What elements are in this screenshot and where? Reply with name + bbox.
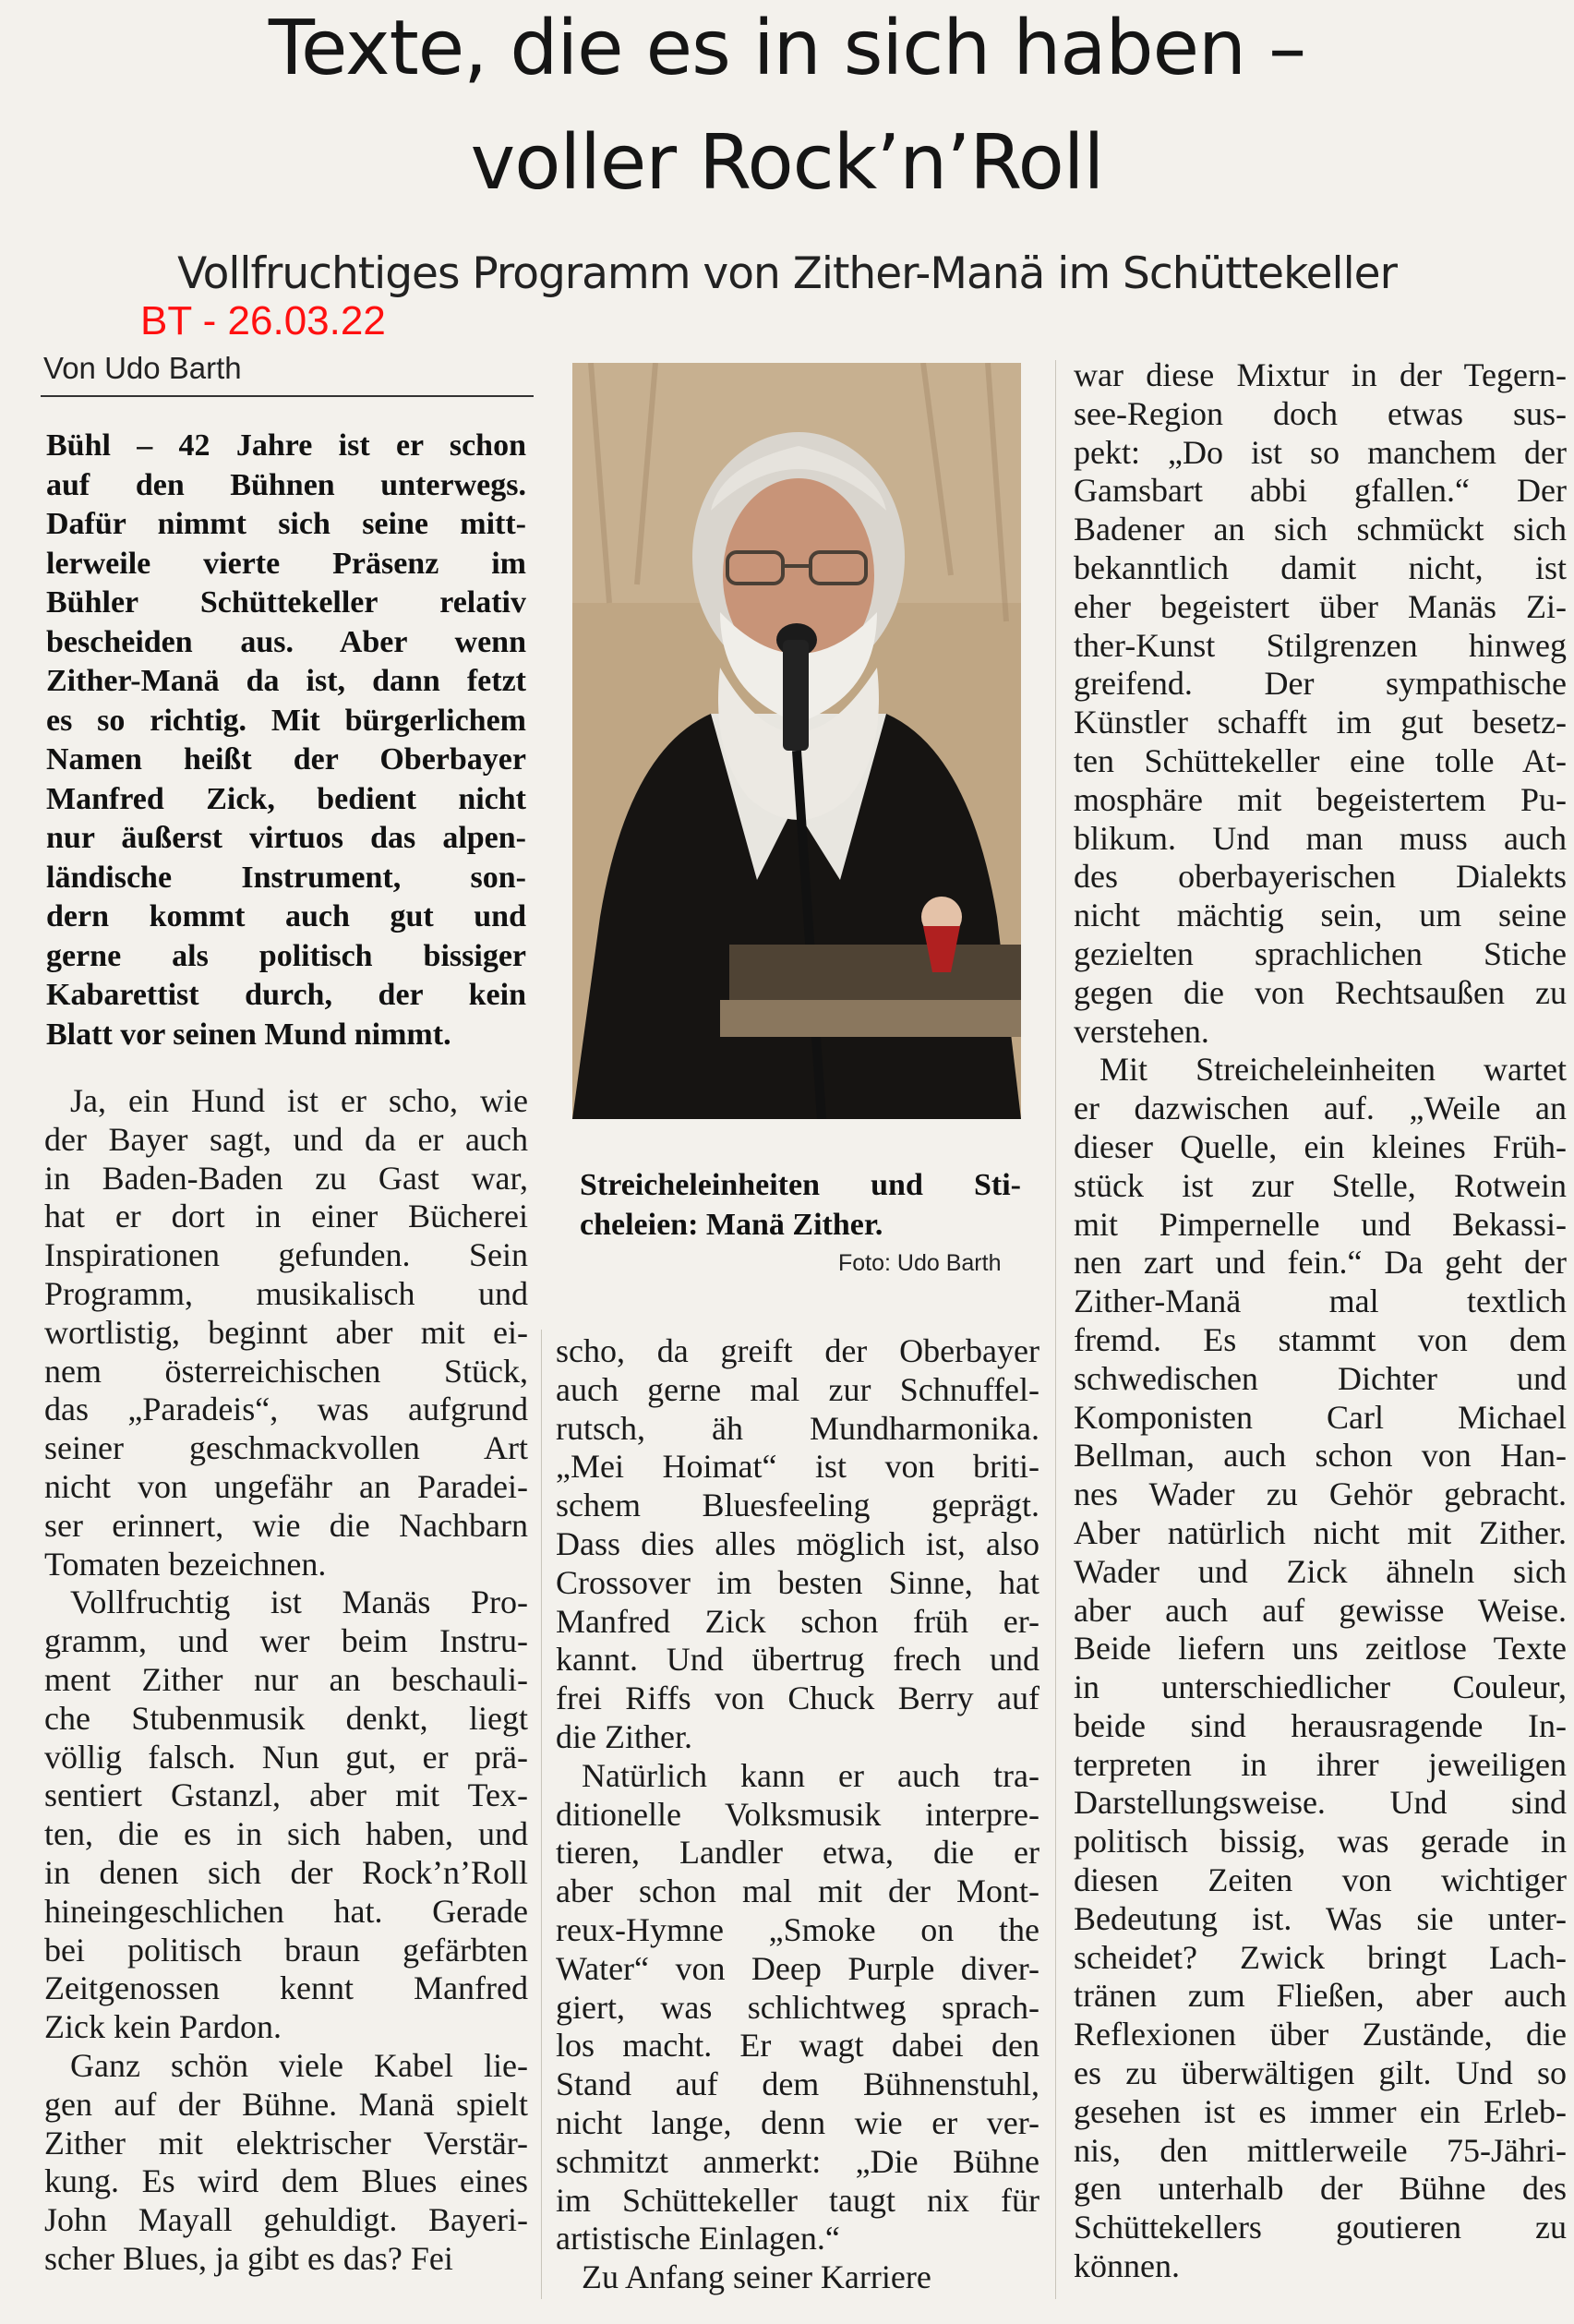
text-line: auch gerne mal zur Schnuffel- xyxy=(556,1370,1039,1408)
text-line: Kabarettist durch, der kein xyxy=(46,978,526,1012)
text-line: Bühl – 42 Jahre ist er schon xyxy=(46,428,526,463)
text-line: kannt. Und übertrug frech und xyxy=(556,1641,1039,1679)
text-line: Namen heißt der Oberbayer xyxy=(46,742,526,777)
text-line: nem österreichischen Stück, xyxy=(44,1352,528,1390)
lead-paragraph xyxy=(46,427,526,1054)
body-column-1 xyxy=(44,1082,528,2279)
text-line: dieser Quelle, ein kleines Früh- xyxy=(1074,1127,1567,1165)
text-line: war diese Mixtur in der Tegern- xyxy=(1074,356,1567,393)
text-line: bekanntlich damit nicht, ist xyxy=(1074,548,1567,586)
text-line: Manfred Zick, bedient nicht xyxy=(46,781,526,816)
byline-rule xyxy=(41,395,534,397)
text-line: tieren, Landler etwa, die er xyxy=(556,1834,1039,1872)
text-line: ment Zither nur an beschauli- xyxy=(44,1660,528,1698)
text-line: in Baden-Baden zu Gast war, xyxy=(44,1159,528,1197)
text-line: Komponisten Carl Michael xyxy=(1074,1398,1567,1436)
text-line: gramm, und wer beim Instru- xyxy=(44,1622,528,1660)
text-line: sentiert Gstanzl, aber mit Tex- xyxy=(44,1776,528,1814)
text-line: Zither-Manä da ist, dann fetzt xyxy=(46,664,526,698)
text-line: Badener an sich schmückt sich xyxy=(1074,511,1567,548)
text-line: Künstler schafft im gut besetz- xyxy=(1074,704,1567,741)
text-line: Dafür nimmt sich seine mitt- xyxy=(46,507,526,541)
text-line: Natürlich kann er auch tra- xyxy=(582,1756,1039,1794)
text-line: reux-Hymne „Smoke on the xyxy=(556,1910,1039,1948)
text-line: schmitzt anmerkt: „Die Bühne xyxy=(556,2142,1039,2180)
text-line: scheidet? Zwick bringt Lach- xyxy=(1074,1938,1567,1976)
text-line: hineingeschlichen hat. Gerade xyxy=(44,1892,528,1930)
headline-line-2: voller Rock’n’Roll xyxy=(470,119,1104,207)
text-line: artistische Einlagen.“ xyxy=(556,2220,840,2258)
text-line: terpreten in ihrer jeweiligen xyxy=(1074,1745,1567,1783)
text-line: in denen sich der Rock’n’Roll xyxy=(44,1853,528,1891)
text-line: gen unterhalb der Bühne des xyxy=(1074,2170,1567,2208)
text-line: können. xyxy=(1074,2247,1180,2285)
text-line: kung. Es wird dem Blues eines xyxy=(44,2162,528,2200)
text-line: mit Pimpernelle und Bekassi- xyxy=(1074,1205,1567,1243)
text-line: lerweile vierte Präsenz im xyxy=(46,546,526,581)
text-line: Zither mit elektrischer Verstär- xyxy=(44,2124,528,2161)
body-column-3 xyxy=(1074,356,1567,2286)
text-line: Stand auf dem Bühnenstuhl, xyxy=(556,2065,1039,2103)
text-line: politisch bissig, was gerade in xyxy=(1074,1823,1567,1860)
text-line: cheleien: Manä Zither. xyxy=(580,1208,883,1242)
text-line: nicht lange, denn wie er ver- xyxy=(556,2103,1039,2141)
text-line: Ganz schön viele Kabel lie- xyxy=(70,2046,528,2084)
text-line: auf den Bühnen unterwegs. xyxy=(46,467,526,502)
text-line: gen auf der Bühne. Manä spielt xyxy=(44,2085,528,2123)
text-line: greifend. Der sympathische xyxy=(1074,665,1567,703)
performer-illustration xyxy=(572,363,1021,1119)
text-line: scher Blues, ja gibt es das? Fei xyxy=(44,2239,453,2277)
text-line: bescheiden aus. Aber wenn xyxy=(46,624,526,659)
text-line: nicht mächtig sein, um seine xyxy=(1074,897,1567,934)
text-line: Streicheleinheiten und Sti- xyxy=(580,1168,1021,1202)
text-line: ditionelle Volksmusik interpre- xyxy=(556,1795,1039,1833)
photo-caption xyxy=(580,1165,1021,1245)
column-divider xyxy=(541,1330,542,2299)
text-line: Inspirationen gefunden. Sein xyxy=(44,1236,528,1274)
text-line: ther-Kunst Stilgrenzen hinweg xyxy=(1074,626,1567,664)
text-line: bei politisch braun gefärbten xyxy=(44,1931,528,1969)
date-stamp: BT - 26.03.22 xyxy=(140,298,386,343)
photo-performer xyxy=(572,363,1021,1119)
text-line: Zick kein Pardon. xyxy=(44,2008,282,2046)
text-line: des oberbayerischen Dialekts xyxy=(1074,858,1567,896)
text-line: ten, die es in sich haben, und xyxy=(44,1815,528,1853)
text-line: „Mei Hoimat“ ist von briti- xyxy=(556,1448,1039,1486)
text-line: Gamsbart abbi gfallen.“ Der xyxy=(1074,472,1567,510)
text-line: eher begeistert über Manäs Zi- xyxy=(1074,587,1567,625)
text-line: nicht von ungefähr an Paradei- xyxy=(44,1467,528,1505)
text-line: gegen die von Rechtsaußen zu xyxy=(1074,973,1567,1011)
text-line: er dazwischen auf. „Weile an xyxy=(1074,1090,1567,1127)
text-line: nen zart und fein.“ Da geht der xyxy=(1074,1244,1567,1282)
text-line: in unterschiedlicher Couleur, xyxy=(1074,1668,1567,1706)
text-line: verstehen. xyxy=(1074,1012,1209,1050)
text-line: pekt: „Do ist so manchem der xyxy=(1074,433,1567,471)
text-line: Bühler Schüttekeller relativ xyxy=(46,585,526,620)
text-line: die Zither. xyxy=(556,1717,692,1755)
text-line: Zu Anfang seiner Karriere xyxy=(582,2258,931,2296)
text-line: Ja, ein Hund ist er scho, wie xyxy=(70,1082,528,1119)
text-line: Dass dies alles möglich ist, also xyxy=(556,1524,1039,1562)
text-line: Programm, musikalisch und xyxy=(44,1274,528,1312)
text-line: Schüttekellers goutieren zu xyxy=(1074,2209,1567,2246)
text-line: Tomaten bezeichnen. xyxy=(44,1545,327,1583)
text-line: giert, was schlichtweg sprach- xyxy=(556,1988,1039,2026)
text-line: fremd. Es stammt von dem xyxy=(1074,1320,1567,1358)
body-column-2 xyxy=(556,1332,1039,2297)
text-line: Crossover im besten Sinne, hat xyxy=(556,1563,1039,1601)
text-line: es so richtig. Mit bürgerlichem xyxy=(46,703,526,738)
text-line: tränen zum Fließen, aber auch xyxy=(1074,1977,1567,2015)
text-line: nur äußerst virtuos das alpen- xyxy=(46,821,526,855)
text-line: blikum. Und man muss auch xyxy=(1074,819,1567,857)
text-line: Darstellungsweise. Und sind xyxy=(1074,1784,1567,1822)
text-line: frei Riffs von Chuck Berry auf xyxy=(556,1680,1039,1717)
text-line: schem Bluesfeeling geprägt. xyxy=(556,1487,1039,1524)
text-line: Manfred Zick schon früh er- xyxy=(556,1602,1039,1640)
text-line: gezielten sprachlichen Stiche xyxy=(1074,934,1567,972)
text-line: Water“ von Deep Purple diver- xyxy=(556,1949,1039,1987)
text-line: rutsch, äh Mundharmonika. xyxy=(556,1409,1039,1447)
text-line: stück ist zur Stelle, Rotwein xyxy=(1074,1166,1567,1204)
text-line: hat er dort in einer Bücherei xyxy=(44,1198,528,1235)
headline-line-1: Texte, die es in sich haben – xyxy=(268,5,1306,92)
text-line: schwedischen Dichter und xyxy=(1074,1359,1567,1397)
text-line: Blatt vor seinen Mund nimmt. xyxy=(46,1017,451,1052)
text-line: Wader und Zick ähneln sich xyxy=(1074,1552,1567,1590)
text-line: seiner geschmackvollen Art xyxy=(44,1429,528,1467)
text-line: ländische Instrument, son- xyxy=(46,860,526,895)
text-line: John Mayall gehuldigt. Bayeri- xyxy=(44,2201,528,2239)
text-line: Vollfruchtig ist Manäs Pro- xyxy=(70,1583,528,1621)
column-divider xyxy=(1055,360,1056,2299)
text-line: ser erinnert, wie die Nachbarn xyxy=(44,1506,528,1544)
text-line: che Stubenmusik denkt, liegt xyxy=(44,1699,528,1737)
text-line: völlig falsch. Nun gut, er prä- xyxy=(44,1738,528,1776)
text-line: im Schüttekeller taugt nix für xyxy=(556,2181,1039,2219)
text-line: es zu überwältigen gilt. Und so xyxy=(1074,2054,1567,2092)
text-line: nes Wader zu Gehör gebracht. xyxy=(1074,1475,1567,1513)
text-line: wortlistig, beginnt aber mit ei- xyxy=(44,1313,528,1351)
text-line: beide sind herausragende In- xyxy=(1074,1706,1567,1744)
text-line: los macht. Er wagt dabei den xyxy=(556,2027,1039,2065)
text-line: aber auch auf gewisse Weise. xyxy=(1074,1591,1567,1629)
text-line: Reflexionen über Zustände, die xyxy=(1074,2016,1567,2053)
text-line: Zither-Manä mal textlich xyxy=(1074,1282,1567,1320)
text-line: Beide liefern uns zeitlose Texte xyxy=(1074,1630,1567,1668)
text-line: aber schon mal mit der Mont- xyxy=(556,1872,1039,1910)
text-line: Bellman, auch schon von Han- xyxy=(1074,1437,1567,1475)
text-line: diesen Zeiten von wichtiger xyxy=(1074,1861,1567,1899)
text-line: Mit Streicheleinheiten wartet xyxy=(1099,1051,1567,1089)
text-line: der Bayer sagt, und da er auch xyxy=(44,1120,528,1158)
text-line: nis, den mittlerweile 75-Jähri- xyxy=(1074,2131,1567,2169)
text-line: Zeitgenossen kennt Manfred xyxy=(44,1969,528,2007)
text-line: mosphäre mit begeistertem Pu- xyxy=(1074,780,1567,818)
text-line: see-Region doch etwas sus- xyxy=(1074,394,1567,432)
text-line: scho, da greift der Oberbayer xyxy=(556,1332,1039,1369)
text-line: Aber natürlich nicht mit Zither. xyxy=(1074,1513,1567,1551)
text-line: gerne als politisch bissiger xyxy=(46,938,526,973)
subtitle: Vollfruchtiges Programm von Zither-Manä im Schüttekeller xyxy=(177,248,1397,299)
text-line: dern kommt auch gut und xyxy=(46,899,526,933)
text-line: ten Schüttekeller eine tolle At- xyxy=(1074,741,1567,779)
text-line: das „Paradeis“, was aufgrund xyxy=(44,1391,528,1428)
byline: Von Udo Barth xyxy=(43,351,242,385)
text-line: gesehen ist es immer ein Erleb- xyxy=(1074,2092,1567,2130)
photo-credit: Foto: Udo Barth xyxy=(838,1250,1002,1276)
text-line: Bedeutung ist. Was sie unter- xyxy=(1074,1899,1567,1937)
